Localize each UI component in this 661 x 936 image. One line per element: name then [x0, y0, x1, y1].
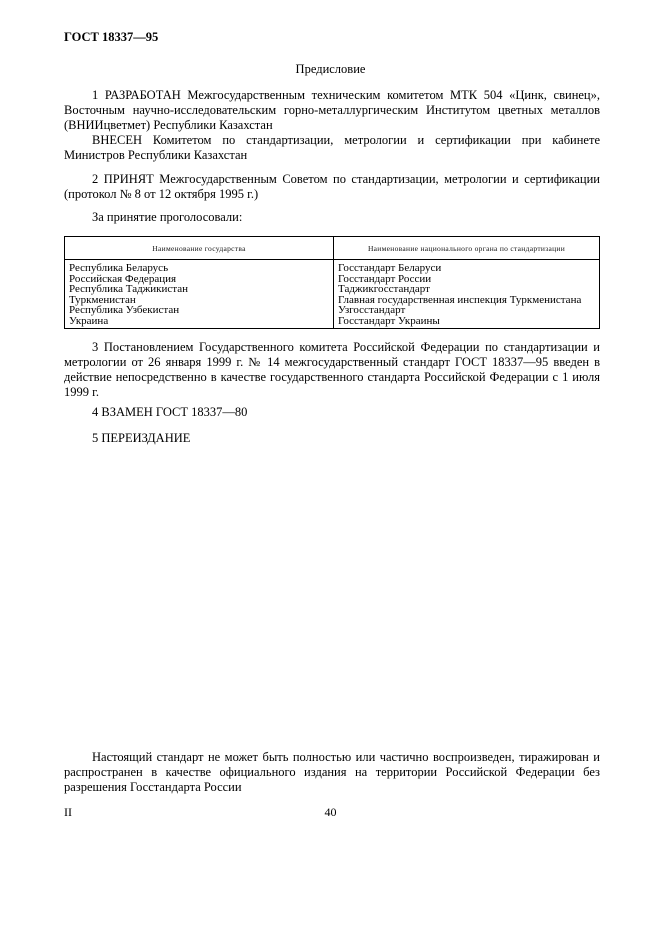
- column-header-state: Наименование государства: [65, 237, 334, 260]
- table-row: [65, 260, 600, 274]
- state-cell: Российская Федерация: [65, 274, 334, 285]
- authority-cell: Узгосстандарт: [334, 305, 600, 316]
- standard-code-header: ГОСТ 18337—95: [64, 30, 159, 44]
- page-title: Предисловие: [295, 62, 366, 76]
- state-cell: Туркменистан: [65, 295, 334, 306]
- table-row: [65, 305, 600, 316]
- column-header-authority: Наименование национального органа по стандартизации: [334, 237, 600, 260]
- section-adopted: 2 ПРИНЯТ Межгосударственным Советом по стандартизации, метрологии и сертификации (протокол № 8 от 12 октября 1995 г.): [64, 172, 600, 201]
- authority-cell: Госстандарт России: [334, 274, 600, 285]
- reproduction-notice: Настоящий стандарт не может быть полностью или частично воспроизведен, тиражирован и распространен в качестве официального издания на территории Российской Федерации без разрешения Госстандарта России: [64, 750, 600, 794]
- authority-cell: Госстандарт Беларуси: [334, 260, 600, 274]
- page-number: 40: [324, 805, 337, 819]
- authority-cell: Главная государственная инспекция Туркменистана: [334, 295, 600, 306]
- authority-cell: Таджикгосстандарт: [334, 284, 600, 295]
- voted-label: За принятие проголосовали:: [92, 210, 243, 224]
- section-resolution: 3 Постановлением Государственного комитета Российской Федерации по стандартизации и метрологии от 26 января 1999 г. № 14 межгосударственный стандарт ГОСТ 18337—95 введен в действие непосредственно в качестве государственного стандарта Российской Федерации с 1 июля 1999 г.: [64, 340, 600, 399]
- section-replaces: 4 ВЗАМЕН ГОСТ 18337—80: [92, 405, 248, 419]
- table-row: [65, 316, 600, 328]
- section-introduced: ВНЕСЕН Комитетом по стандартизации, метрологии и сертификации при кабинете Министров Республики Казахстан: [64, 133, 600, 162]
- state-cell: Украина: [65, 316, 334, 328]
- table-header-row: [65, 237, 600, 260]
- authority-cell: Госстандарт Украины: [334, 316, 600, 328]
- state-cell: Республика Узбекистан: [65, 305, 334, 316]
- section-reissue: 5 ПЕРЕИЗДАНИЕ: [92, 431, 191, 445]
- voting-states-table: [64, 236, 600, 329]
- state-cell: Республика Беларусь: [65, 260, 334, 274]
- section-developed: 1 РАЗРАБОТАН Межгосударственным техническим комитетом МТК 504 «Цинк, свинец», Восточным научно-исследовательским горно-металлургическим Институтом цветных металлов (ВНИИцветмет) Республики Казахстан: [64, 88, 600, 132]
- state-cell: Республика Таджикистан: [65, 284, 334, 295]
- footer-roman-numeral: II: [64, 805, 72, 819]
